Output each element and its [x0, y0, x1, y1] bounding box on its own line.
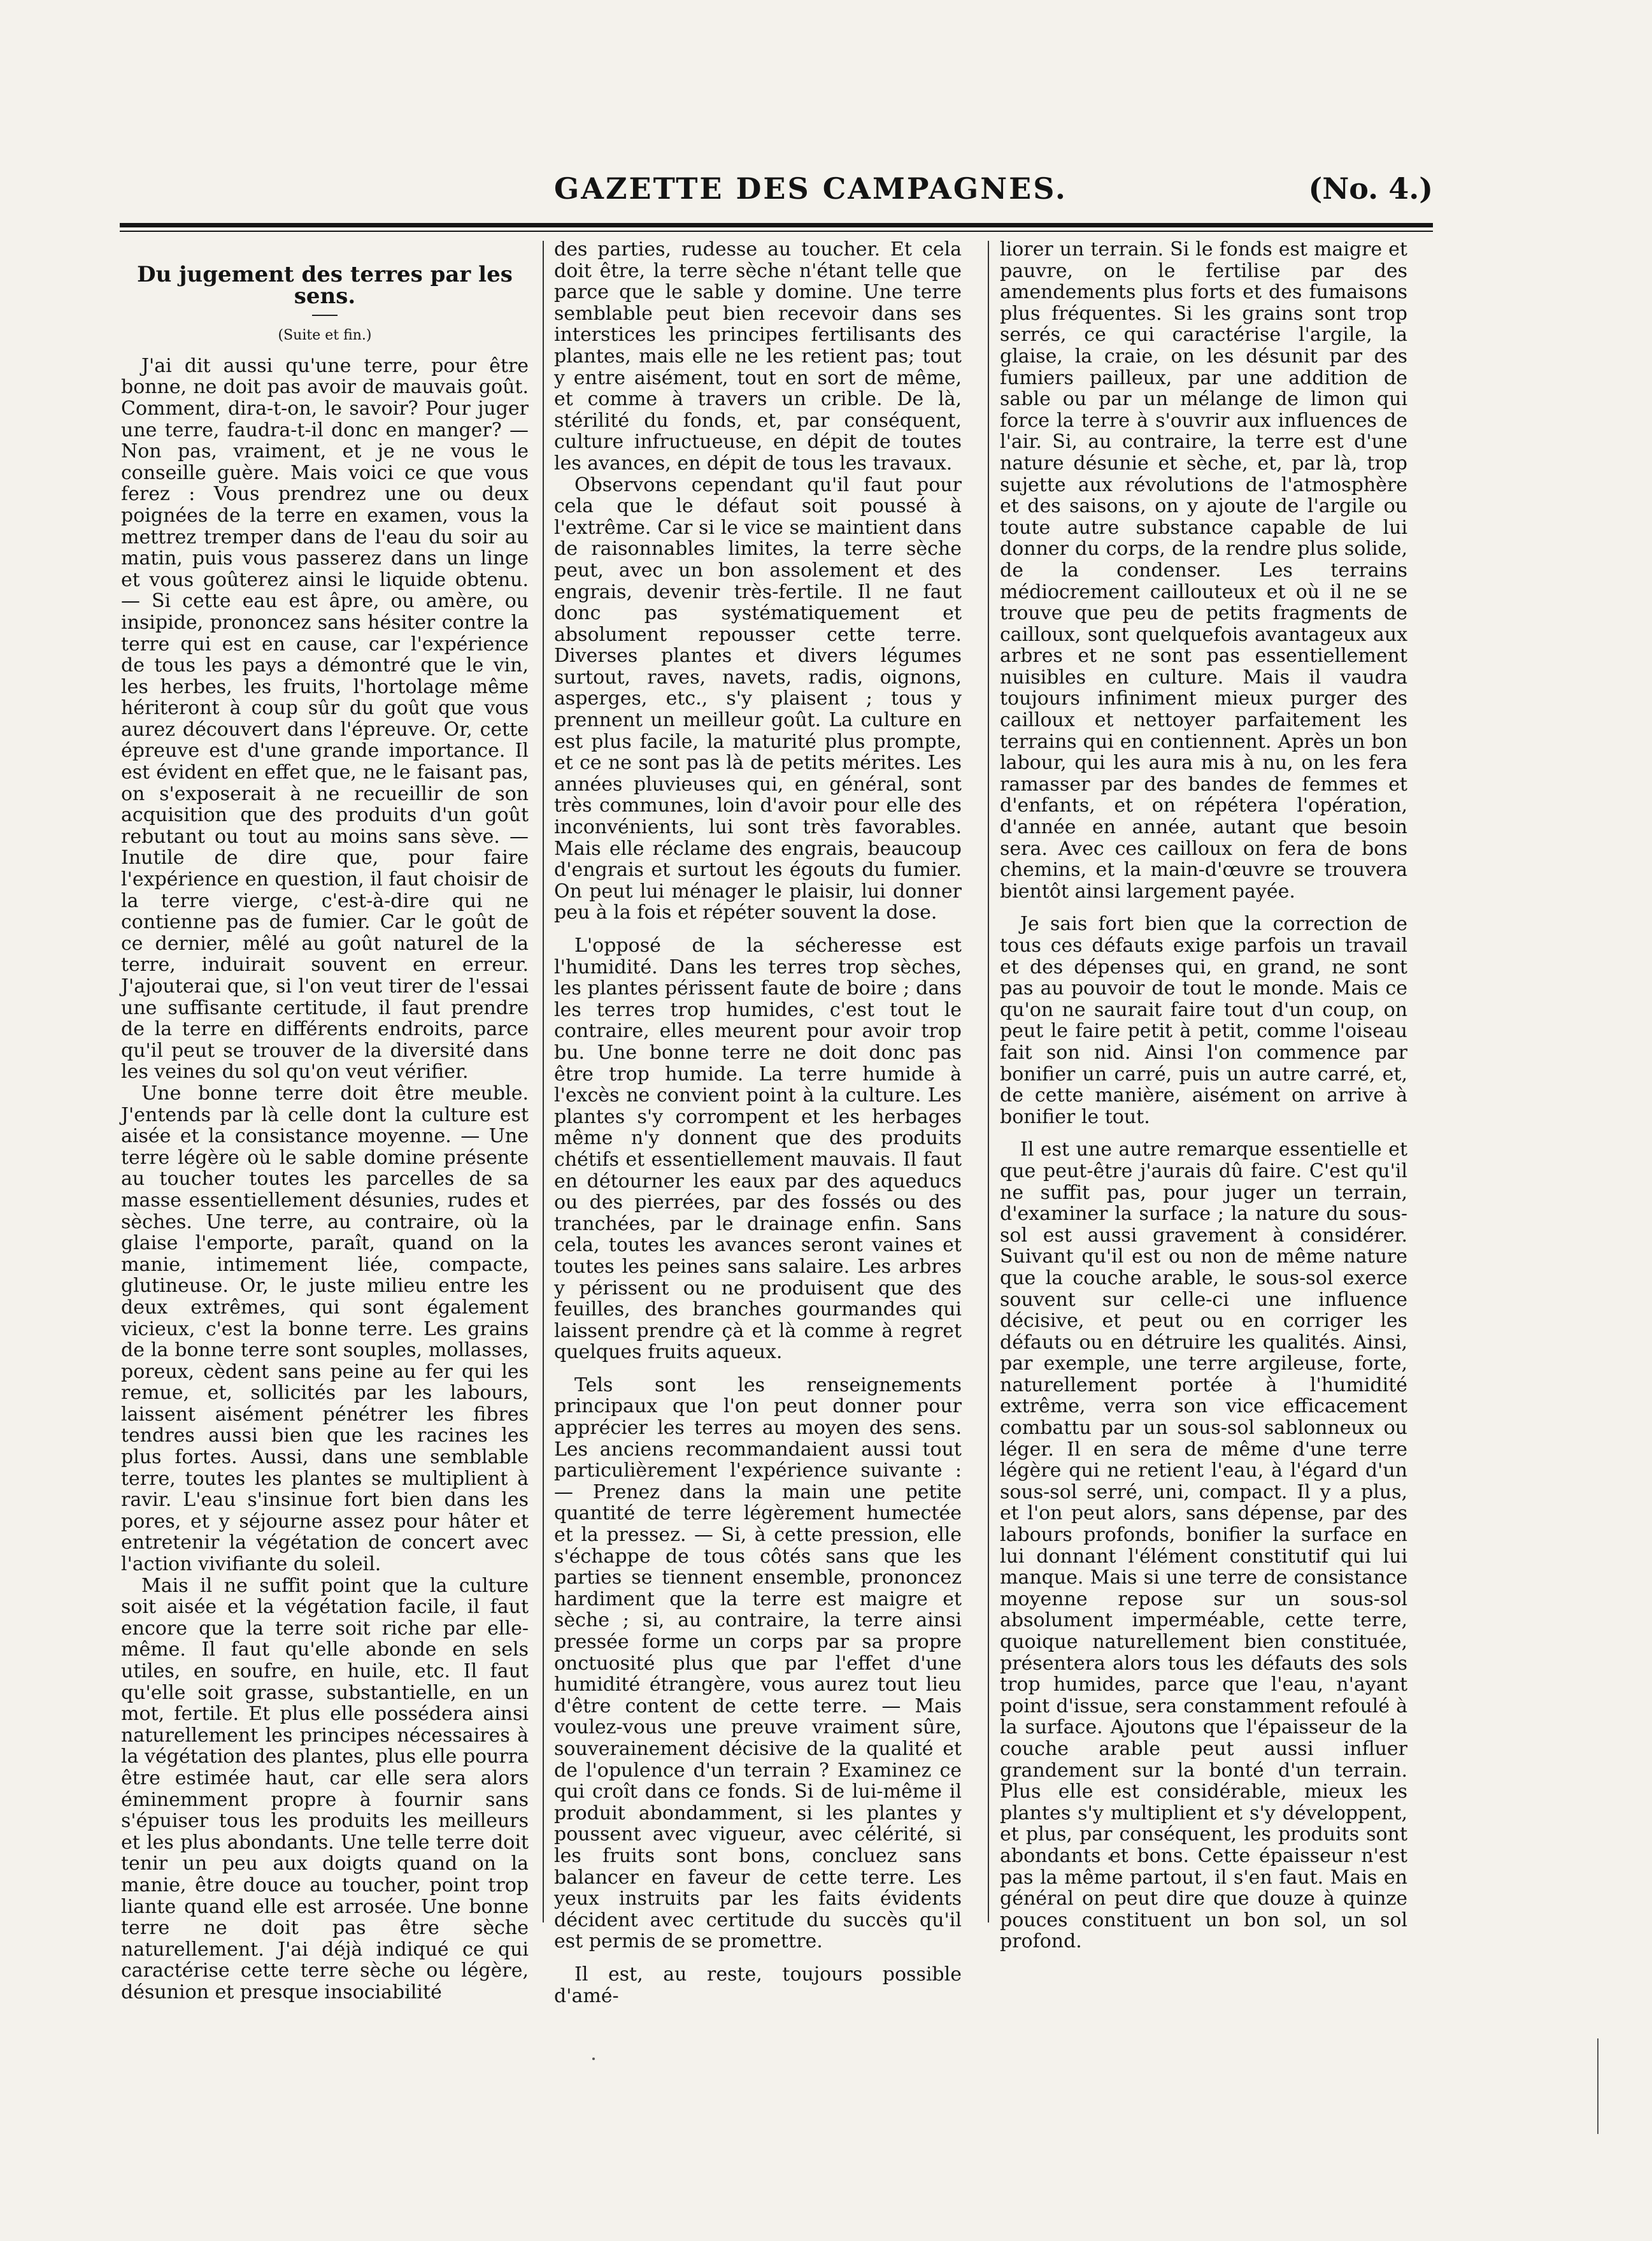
paragraph: Je sais fort bien que la correction de tous ces défauts exige parfois un travail et des dépenses qui, en grand, ne sont pas au pouvoir de tout le monde. Mais ce qu'on ne saurait faire tout d'un coup, on peut le faire petit à petit, comme l'oiseau fait son nid. Ainsi l'on commence par bonifier un carré, puis un autre carré, et, de cette manière, aisément on arrive à bonifier le tout. [1000, 913, 1407, 1128]
paragraph: Il est, au reste, toujours possible d'amé- [554, 1963, 962, 2007]
column-2 [554, 239, 962, 2007]
newspaper-title: GAZETTE DES CAMPAGNES. [554, 171, 1067, 206]
paragraph: Mais il ne suffit point que la culture soit aisée et la végétation facile, il faut encore que la terre soit riche par elle-même. Il faut qu'elle abonde en sels utiles, en soufre, en huile, etc. Il faut qu'elle soit grasse, substantielle, en un mot, fertile. Et plus elle possédera ainsi naturellement les principes nécessaires à la végétation des plantes, plus elle pourra être estimée haut, car elle sera alors éminemment propre à fournir sans s'épuiser tous les produits les meilleurs et les plus abondants. Une telle terre doit tenir un peu aux doigts quand on la manie, être douce au toucher, point trop liante quand elle est arrosée. Une bonne terre ne doit pas être sèche naturellement. J'ai déjà indiqué ce qui caractérise cette terre sèche ou légère, désunion et presque insociabilité [121, 1574, 529, 2003]
header-rule-thin [120, 231, 1433, 232]
paragraph: J'ai dit aussi qu'une terre, pour être bonne, ne doit pas avoir de mauvais goût. Comment, dira-t-on, le savoir? Pour juger une terre, faudra-t-il donc en manger? — Non pas, vraiment, et je ne vous le conseille guère. Mais voici ce que vous ferez : Vous prendrez une ou deux poignées de la terre en examen, vous la mettrez tremper dans de l'eau du soir au matin, puis vous passerez dans un linge et vous goûterez ainsi le liquide obtenu. — Si cette eau est âpre, ou amère, ou insipide, prononcez sans hésiter contre la terre qui est en cause, car l'expérience de tous les pays a démontré que le vin, les herbes, les fruits, l'hortolage même hériteront à coup sûr du goût que vous aurez découvert dans l'épreuve. Or, cette épreuve est d'une grande importance. Il est évident en effet que, ne le faisant pas, on s'exposerait à ne recueillir de son acquisition que des produits d'un goût rebutant ou tout au moins sans sève. — Inutile de dire que, pour faire l'expérience en question, il faut choisir de la terre vierge, c'est-à-dire qui ne contienne pas de fumier. Car le goût de ce dernier, mêlé au goût naturel de la terre, induirait souvent en erreur. J'ajouterai que, si l'on veut tirer de l'essai une suffisante certitude, il faut prendre de la terre en différents endroits, parce qu'il peut se trouver de la diversité dans les veines du sol qu'on veut vérifier. [121, 354, 529, 1084]
paragraph: Une bonne terre doit être meuble. J'entends par là celle dont la culture est aisée et la consistance moyenne. — Une terre légère où le sable domine présente au toucher toutes les parcelles de sa masse essentiellement désunies, rudes et sèches. Une terre, au contraire, où la glaise l'emporte, paraît, quand on la manie, intimement liée, compacte, glutineuse. Or, le juste milieu entre les deux extrêmes, qui sont également vicieux, c'est la bonne terre. Les grains de la bonne terre sont souples, mollasses, poreux, cèdent sans peine au fer qui les remue, et, sollicités par les labours, laissent aisément pénétrer les fibres tendres aussi bien que les racines les plus fortes. Aussi, dans une semblable terre, toutes les plantes se multiplient à ravir. L'eau s'insinue fort bien dans les pores, et y séjourne assez pour hâter et entretenir la végétation de concert avec l'action vivifiante du soleil. [121, 1082, 529, 1576]
article-title: Du jugement des terres par les sens. [137, 262, 513, 309]
paragraph: liorer un terrain. Si le fonds est maigre et pauvre, on le fertilise par des amendements plus forts et des fumaisons plus fréquentes. Si les grains sont trop serrés, ce qui caractérise l'argile, la glaise, la craie, on les désunit par des fumiers pailleux, par une addition de sable ou par un mélange de limon qui force la terre à s'ouvrir aux influences de l'air. Si, au contraire, la terre est d'une nature désunie et sèche, et, par là, trop sujette aux révolutions de l'atmosphère et des saisons, on y ajoute de l'argile ou toute autre substance capable de lui donner du corps, de la rendre plus solide, de la condenser. Les terrains médiocrement caillouteux et où il ne se trouve que peu de petits fragments de cailloux, sont quelquefois avantageux aux arbres et ne sont pas essentiellement nuisibles en culture. Mais il vaudra toujours infiniment mieux purger des cailloux et nettoyer parfaitement les terrains qui en contiennent. Après un bon labour, qui les aura mis à nu, on les fera ramasser par des bandes de femmes et d'enfants, et on répétera l'opération, d'année en année, autant que besoin sera. Avec ces cailloux on fera de bons chemins, et la main-d'œuvre se trouvera bientôt ainsi largement payée. [1000, 238, 1407, 903]
margin-mark [1597, 2038, 1599, 2134]
article-note: (Suite et fin.) [278, 327, 372, 344]
column-3 [1000, 239, 1407, 1952]
print-speck-2 [592, 2058, 595, 2060]
column-1 [121, 239, 529, 2003]
column-divider-1 [543, 241, 544, 1922]
column-divider-2 [988, 241, 989, 1922]
title-dash [312, 315, 338, 316]
page-header [121, 162, 1433, 213]
paragraph: des parties, rudesse au toucher. Et cela doit être, la terre sèche n'étant telle que parce que le sable y domine. Une terre semblable peut bien recevoir dans ses interstices les principes fertilisants des plantes, mais elle ne les retient pas; tout y entre aisément, tout en sort de même, et comme à travers un crible. De là, stérilité du fonds, et, par conséquent, culture infructueuse, en dépit de toutes les avances, en dépit de tous les travaux. [554, 238, 962, 475]
paragraph: L'opposé de la sécheresse est l'humidité. Dans les terres trop sèches, les plantes périssent faute de boire ; dans les terres trop humides, c'est tout le contraire, elles meurent pour avoir trop bu. Une bonne terre ne doit donc pas être trop humide. La terre humide à l'excès ne convient point à la culture. Les plantes s'y corrompent et les herbages même n'y donnent que des produits chétifs et essentiellement mauvais. Il faut en détourner les eaux par des aqueducs ou des pierrées, par des fossés ou des tranchées, par le drainage enfin. Sans cela, toutes les avances seront vaines et toutes les peines sans salaire. Les arbres y périssent ou ne produisent que des feuilles, des branches gourmandes qui laissent prendre çà et là comme à regret quelques fruits aqueux. [554, 934, 962, 1364]
paragraph: Observons cependant qu'il faut pour cela que le défaut soit poussé à l'extrême. Car si le vice se maintient dans de raisonnables limites, la terre sèche peut, avec un bon assolement et des engrais, devenir très-fertile. Il ne faut donc pas systématiquement et absolument repousser cette terre. Diverses plantes et divers légumes surtout, raves, navets, radis, oignons, asperges, etc., s'y plaisent ; tous y prennent un meilleur goût. La culture en est plus facile, la maturité plus prompte, et ce ne sont pas là de petits mérites. Les années pluvieuses qui, en général, sont très communes, loin d'avoir pour elle des inconvénients, lui sont très favorables. Mais elle réclame des engrais, beaucoup d'engrais et surtout les égouts du fumier. On peut lui ménager le plaisir, lui donner peu à la fois et répéter souvent la dose. [554, 473, 962, 924]
issue-number: (No. 4.) [1308, 171, 1433, 206]
paragraph: Tels sont les renseignements principaux que l'on peut donner pour apprécier les terres au moyen des sens. Les anciens recommandaient aussi tout particulièrement l'expérience suivante : — Prenez dans la main une petite quantité de terre légèrement humectée et la pressez. — Si, à cette pression, elle s'échappe de tous côtés sans que les parties se tiennent ensemble, prononcez hardiment que la terre est maigre et sèche ; si, au contraire, la terre ainsi pressée forme un corps par sa propre onctuosité plus que par l'effet d'une humidité étrangère, vous aurez tout lieu d'être content de cette terre. — Mais voulez-vous une preuve vraiment sûre, souverainement décisive de la qualité et de l'opulence d'un terrain ? Examinez ce qui croît dans ce fonds. Si de lui-même il produit abondamment, si les plantes y poussent avec vigueur, avec célérité, si les fruits sont bons, concluez sans balancer en faveur de cette terre. Les yeux instruits par les faits évidents décident avec certitude du succès qu'il est permis de se promettre. [554, 1373, 962, 1953]
header-rule-thick [120, 223, 1433, 227]
paragraph: Il est une autre remarque essentielle et que peut-être j'aurais dû faire. C'est qu'il ne suffit pas, pour juger un terrain, d'examiner la surface ; la nature du sous-sol est aussi gravement à considérer. Suivant qu'il est ou non de même nature que la couche arable, le sous-sol exerce souvent sur celle-ci une influence décisive, et peut ou en corriger les défauts ou en détruire les qualités. Ainsi, par exemple, une terre argileuse, forte, naturellement portée à l'humidité extrême, verra son vice efficacement combattu par un sous-sol sablonneux ou léger. Il en sera de même d'une terre légère qui ne retient l'eau, à l'égard d'un sous-sol serré, uni, compact. Il y a plus, et l'on peut alors, sans dépense, par des labours profonds, bonifier la surface en lui donnant l'élément constitutif qui lui manque. Mais si une terre de consistance moyenne repose sur un sous-sol absolument imperméable, cette terre, quoique naturellement bien constituée, présentera alors tous les défauts des sols trop humides, parce que l'eau, n'ayant point d'issue, sera constamment refoulé à la surface. Ajoutons que l'épaisseur de la couche arable peut aussi influer grandement sur la bonté d'un terrain. Plus elle est considérable, mieux les plantes s'y multiplient et s'y développent, et plus, par conséquent, les produits sont abondants et bons. Cette épaisseur n'est pas la même partout, il s'en faut. Mais en général on peut dire que douze à quinze pouces constituent un bon sol, un sol profond. [1000, 1138, 1407, 1953]
